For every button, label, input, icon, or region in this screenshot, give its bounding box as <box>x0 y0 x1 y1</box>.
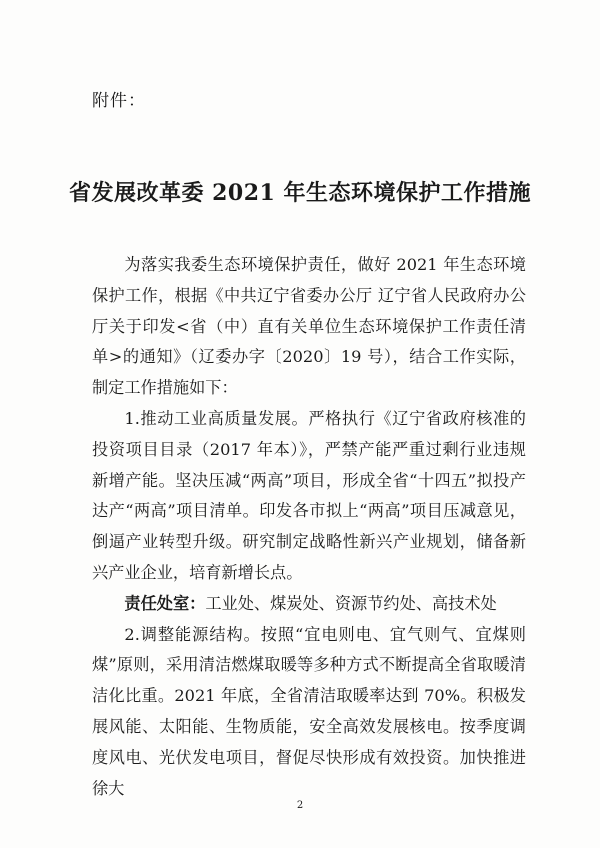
page-title: 省发展改革委 2021 年生态环境保护工作措施 <box>68 180 532 206</box>
measure-2-paragraph: 2.调整能源结构。按照“宜电则电、宜气则气、宜煤则煤”原则，采用清洁燃煤取暖等多种方式不断提高全省取暖清洁化比重。2021 年底，全省清洁取暖率达到 70%。积极发展风能、太阳能、生物质能，安全高效发展核电。按季度调度风电、光伏发电项目，督促尽快形成有效投资。加快推进徐大 <box>92 624 526 798</box>
measure-1-paragraph: 1.推动工业高质量发展。严格执行《辽宁省政府核准的投资项目目录（2017 年本）》，严禁产能严重过剩行业违规新增产能。坚决压减“两高”项目，形成全省“十四五”拟投产达产“两高”项目清单。印发各市拟上“两高”项目压减意见，倒逼产业转型升级。研究制定战略性新兴产业规划，储备新兴产业企业，培育新增长点。 <box>92 408 526 582</box>
responsibility-value: 工业处、煤炭处、资源节约处、高技术处 <box>205 593 497 613</box>
attachment-label: 附件： <box>92 91 146 111</box>
document-body <box>92 250 526 804</box>
intro-paragraph: 为落实我委生态环境保护责任，做好 2021 年生态环境保护工作，根据《中共辽宁省委办公厅 辽宁省人民政府办公厅关于印发<省（中）直有关单位生态环境保护工作责任清单>的通知》（辽委办字〔2020〕19 号），结合工作实际，制定工作措施如下： <box>92 255 526 398</box>
measure-1-responsibility <box>92 589 526 620</box>
responsibility-label: 责任处室： <box>124 593 206 613</box>
page-number: 2 <box>296 800 304 811</box>
